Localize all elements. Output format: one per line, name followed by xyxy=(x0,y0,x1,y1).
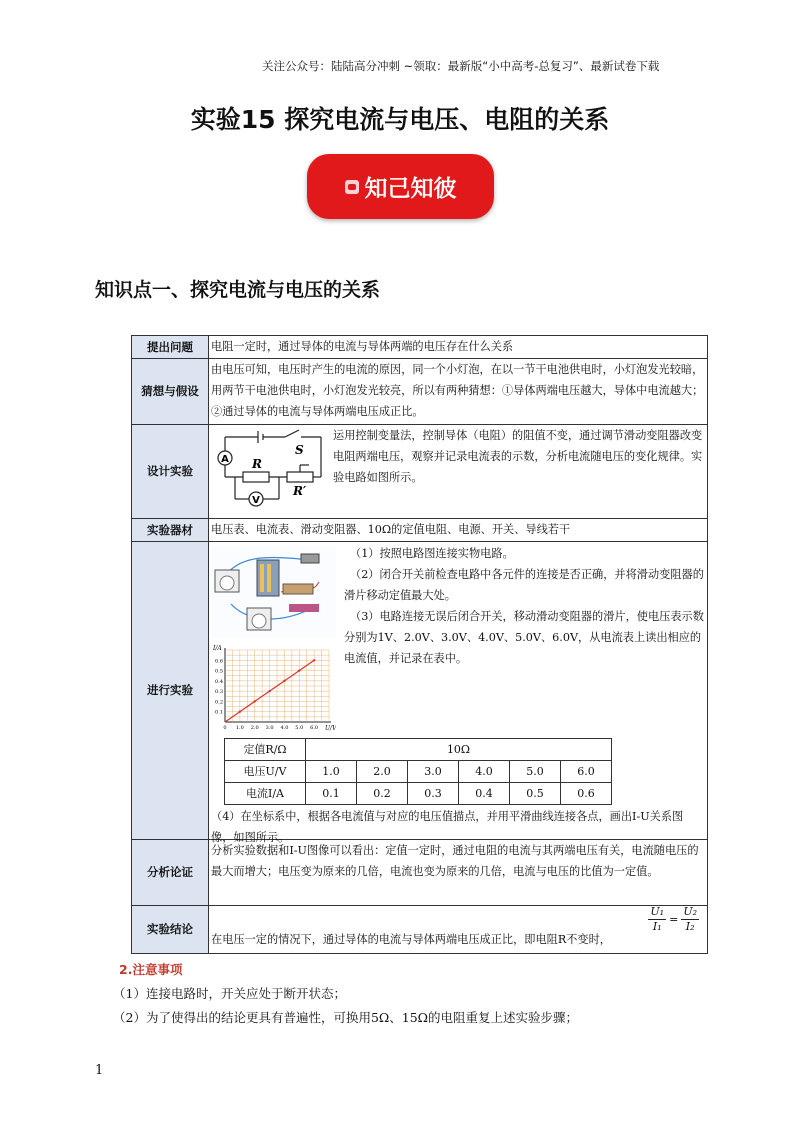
iu-graph xyxy=(211,642,336,732)
y-tick-label: 0.3 xyxy=(215,689,223,696)
step-3: （3）电路连接无误后闭合开关，移动滑动变阻器的滑片，使电压表示数分别为1V、2.0V、3.0V、4.0V、5.0V、6.0V，从电流表上读出相应的电流值，并记录在表中。 xyxy=(344,610,704,665)
x-tick-label: 5.0 xyxy=(295,725,304,731)
text-design: 运用控制变量法，控制导体（电阻）的阻值不变，通过调节滑动变阻器改变电阻两端电压，观察并记录电流表的示数，分析电流随电压的变化规律。实验电路如图所示。 xyxy=(333,429,703,484)
data-point xyxy=(254,700,256,702)
y-tick-label: 0.4 xyxy=(215,678,223,685)
cell-i: 0.4 xyxy=(459,783,510,805)
note-item: （2）为了使得出的结论更具有普遍性，可换用5Ω、15Ω的电阻重复上述实验步骤； xyxy=(113,1010,579,1025)
label-conclusion: 实验结论 xyxy=(132,906,209,954)
u1: U₁ xyxy=(650,905,665,918)
text-hypothesis: 由电压可知，电压时产生的电流的原因，同一个小灯泡，在以一节干电池供电时，小灯泡发光较暗，用两节干电池供电时，小灯泡发光较亮，所以有两种猜想：①导体两端电压越大，导体中电流越大；②通过导体的电流与导体两端电压成正比。 xyxy=(209,359,708,425)
circuit-diagram xyxy=(213,427,331,515)
cell-i: 0.3 xyxy=(408,783,459,805)
cell-r-label: 定值R/Ω xyxy=(225,739,306,761)
equals-sign: = xyxy=(669,913,679,926)
x-tick-label: 2.0 xyxy=(250,725,259,731)
x-tick-label: 6.0 xyxy=(310,725,319,731)
cell-u: 3.0 xyxy=(408,761,459,783)
label-hypothesis: 猜想与假设 xyxy=(132,359,209,425)
cell-u: 2.0 xyxy=(357,761,408,783)
badge-label: 知己知彼 xyxy=(364,176,457,202)
cell-u: 1.0 xyxy=(306,761,357,783)
u2: U₂ xyxy=(683,905,697,918)
apparatus-photo xyxy=(211,546,336,638)
section-heading: 知识点一、探究电流与电压的关系 xyxy=(95,279,381,301)
y-tick-label: 0.1 xyxy=(215,709,223,716)
y-tick-label: 0.5 xyxy=(215,668,223,675)
label-procedure: 进行实验 xyxy=(132,542,209,840)
data-point xyxy=(298,669,300,671)
experiment-table xyxy=(131,335,708,954)
rheostat-label: R′ xyxy=(293,484,307,498)
cell-i: 0.6 xyxy=(561,783,612,805)
data-point xyxy=(313,659,315,661)
x-tick-label: 1.0 xyxy=(235,725,244,731)
y-tick-label: 0.6 xyxy=(215,658,223,665)
ammeter-label: A xyxy=(221,454,229,465)
cell-i-label: 电流I/A xyxy=(225,783,306,805)
y-tick-label: 0.2 xyxy=(215,699,223,706)
graph-series xyxy=(225,659,315,722)
step-1: （1）按照电路图连接实物电路。 xyxy=(350,547,514,560)
x-tick-label: 4.0 xyxy=(280,725,289,731)
label-question: 提出问题 xyxy=(132,336,209,359)
switch-label: S xyxy=(295,443,304,457)
data-point xyxy=(239,711,241,713)
badge xyxy=(307,154,494,219)
label-analysis: 分析论证 xyxy=(132,840,209,906)
x-tick-label: 0 xyxy=(223,725,227,731)
data-point xyxy=(268,690,270,692)
label-design: 设计实验 xyxy=(132,425,209,519)
data-point xyxy=(283,680,285,682)
badge-icon xyxy=(345,180,359,194)
step-4: （4）在坐标系中，根据各电流值与对应的电压值描点，并用平滑曲线连接各点，画出I-U关系图像，如图所示。 xyxy=(211,810,684,844)
page-number: 1 xyxy=(95,1063,104,1078)
cell-i: 0.5 xyxy=(510,783,561,805)
cell-u: 5.0 xyxy=(510,761,561,783)
cell-i: 0.1 xyxy=(306,783,357,805)
i2: I₂ xyxy=(685,920,695,933)
page-title: 实验15 探究电流与电压、电阻的关系 xyxy=(190,105,610,134)
text-equipment: 电压表、电流表、滑动变阻器、10Ω的定值电阻、电源、开关、导线若干 xyxy=(209,519,708,542)
voltmeter-label: V xyxy=(252,495,260,506)
cell-u: 6.0 xyxy=(561,761,612,783)
data-table xyxy=(224,738,612,805)
graph-ticks xyxy=(215,658,318,731)
cell-u-label: 电压U/V xyxy=(225,761,306,783)
i1: I₁ xyxy=(652,920,662,933)
y-axis-label: I/A xyxy=(213,645,222,652)
cell-i: 0.2 xyxy=(357,783,408,805)
cell-r-value: 10Ω xyxy=(306,739,612,761)
header-note: 关注公众号：陆陆高分冲刺 ~领取：最新版“小中高考-总复习”、最新试卷下载 xyxy=(262,59,660,73)
notes-title: 2.注意事项 xyxy=(119,962,183,977)
note-item: （1）连接电路时，开关应处于断开状态； xyxy=(113,986,346,1001)
cell-u: 4.0 xyxy=(459,761,510,783)
step-2: （2）闭合开关前检查电路中各元件的连接是否正确，并将滑动变阻器的滑片移动定值最大处。 xyxy=(344,568,704,602)
label-equipment: 实验器材 xyxy=(132,519,209,542)
text-analysis: 分析实验数据和I-U图像可以看出：定值一定时，通过电阻的电流与其两端电压有关，电流随电压的最大而增大；电压变为原来的几倍，电流也变为原来的几倍，电流与电压的比值为一定值。 xyxy=(209,840,708,906)
text-conclusion: 在电压一定的情况下，通过导体的电流与导体两端电压成正比，即电阻R不变时， xyxy=(211,933,611,946)
x-axis-label: U/V xyxy=(325,725,336,732)
resistor-label: R xyxy=(252,457,262,471)
x-tick-label: 3.0 xyxy=(265,725,274,731)
text-question: 电阻一定时，通过导体的电流与导体两端的电压存在什么关系 xyxy=(209,336,708,359)
ratio-formula xyxy=(648,905,699,934)
